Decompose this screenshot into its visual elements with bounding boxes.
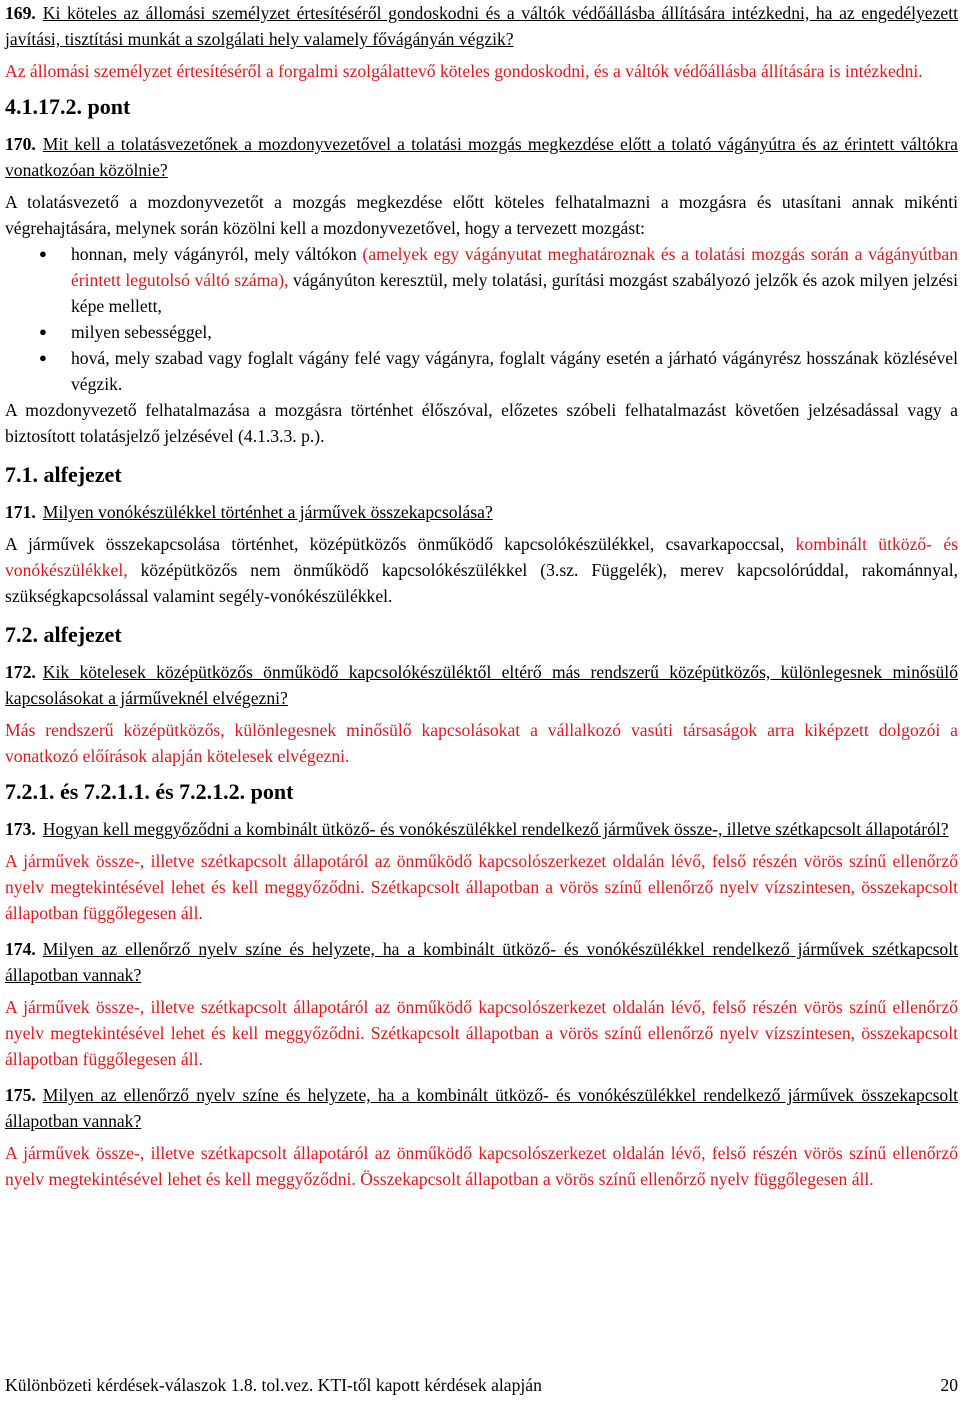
section-heading-7-2: 7.2. alfejezet [5,622,122,647]
question-number: 174. [5,939,36,959]
question-text: Milyen az ellenőrző nyelv színe és helyzete, ha a kombinált ütköző- és vonókészülékkel rendelkező járművek szétkapcsolt állapotban vannak? [5,939,958,985]
list-item-text: milyen sebességgel, [71,322,212,342]
list-item-text: hová, mely szabad vagy foglalt vágány felé vagy vágányra, foglalt vágány esetén a járható vágányrész hosszának közlésével végzik. [71,348,958,394]
answer-175: A járművek össze-, illetve szétkapcsolt állapotáról az önműködő kapcsolószerkezet oldalán lévő, felső részén vörös színű ellenőrző nyelv megtekintésével lehet és kell meggyőződni. Összekapcsolt állapotban a vörös színű ellenőrző nyelv függőlegesen áll. [5,1143,958,1189]
page-number: 20 [940,1375,958,1395]
answer-170-outro: A mozdonyvezető felhatalmazása a mozgásra történhet élőszóval, előzetes szóbeli felhatalmazást követően jelzésadással vagy a biztosított tolatásjelző jelzésével (4.1.3.3. p.). [5,400,958,446]
answer-169: Az állomási személyzet értesítéséről a forgalmi szolgálattevő köteles gondoskodni, és a váltók védőállásba állítására is intézkedni. [5,61,923,81]
footer-text: Különbözeti kérdések-válaszok 1.8. tol.vez. KTI-től kapott kérdések alapján [5,1375,542,1395]
list-item [5,241,958,319]
question-text: Mit kell a tolatásvezetőnek a mozdonyvezetővel a tolatási mozgás megkezdése előtt a tolató vágányútra és az érintett váltókra vonatkozóan közölnie? [5,134,958,180]
answer-173: A járművek össze-, illetve szétkapcsolt állapotáról az önműködő kapcsolószerkezet oldalán lévő, felső részén vörös színű ellenőrző nyelv megtekintésével lehet és kell meggyőződni. Szétkapcsolt állapotban a vörös színű ellenőrző nyelv vízszintesen, összekapcsolt állapotban függőlegesen áll. [5,851,958,923]
list-item [5,345,958,397]
list-item-text: vágányúton keresztül, mely tolatási, gurítási mozgást szabályozó jelzők és azok milyen jelzési képe mellett, [71,270,958,316]
document-page [5,0,958,1192]
question-175 [5,1082,958,1134]
answer-172: Más rendszerű középütközős, különlegesnek minősülő kapcsolásokat a vállalkozó vasúti társaságok arra kiképzett dolgozói a vonatkozó előírások alapján kötelesek elvégezni. [5,720,958,766]
question-text: Milyen az ellenőrző nyelv színe és helyzete, ha a kombinált ütköző- és vonókészülékkel rendelkező járművek összekapcsolt állapotban vannak? [5,1085,958,1131]
reference-heading: 4.1.17.2. pont [5,94,131,119]
question-text: Ki köteles az állomási személyzet értesítéséről gondoskodni és a váltók védőállásba állítására intézkedni, ha az engedélyezett javítási, tisztítási munkát a szolgálati hely valamely fővágányán végzik? [5,3,958,49]
question-number: 170. [5,134,36,154]
answer-170-list [5,241,958,397]
question-text: Kik kötelesek középütközős önműködő kapcsolókészüléktől eltérő más rendszerű középütközős, különlegesnek minősülő kapcsolásokat a járműveknél elvégezni? [5,662,958,708]
answer-red-text: kombinált ütköző- és vonókészülékkel, [5,534,958,580]
question-174 [5,936,958,988]
section-heading-7-1: 7.1. alfejezet [5,462,122,487]
bullet-icon: ● [39,324,47,339]
question-173 [5,816,958,842]
question-171 [5,499,958,525]
question-number: 175. [5,1085,36,1105]
answer-171 [5,531,958,609]
bullet-icon: ● [39,350,47,365]
question-number: 172. [5,662,36,682]
answer-text: középütközős nem önműködő kapcsolókészülékkel (3.sz. Függelék), merev kapcsolórúddal, rakománnyal, szükségkapcsolással valamint segély-vonókészülékkel. [5,560,958,606]
reference-heading: 7.2.1. és 7.2.1.1. és 7.2.1.2. pont [5,779,294,804]
question-172 [5,659,958,711]
question-text: Milyen vonókészülékkel történhet a járművek összekapcsolása? [42,502,493,522]
question-number: 169. [5,3,36,23]
question-text: Hogyan kell meggyőződni a kombinált ütköző- és vonókészülékkel rendelkező járművek össze-, illetve szétkapcsolt állapotáról? [42,819,949,839]
list-item-text: honnan, mely vágányról, mely váltókon [71,244,363,264]
page-footer [5,1372,958,1398]
answer-text: A járművek összekapcsolása történhet, középütközős önműködő kapcsolókészülékkel, csavarkapoccsal, [5,534,796,554]
question-number: 171. [5,502,36,522]
answer-174: A járművek össze-, illetve szétkapcsolt állapotáról az önműködő kapcsolószerkezet oldalán lévő, felső részén vörös színű ellenőrző nyelv megtekintésével lehet és kell meggyőződni. Szétkapcsolt állapotban a vörös színű ellenőrző nyelv vízszintesen, összekapcsolt állapotban függőlegesen áll. [5,997,958,1069]
answer-170-intro: A tolatásvezető a mozdonyvezetőt a mozgás megkezdése előtt köteles felhatalmazni a mozgásra és utasítani annak mikénti végrehajtására, melynek során közölni kell a mozdonyvezetővel, hogy a tervezett mozgást: [5,192,958,238]
bullet-icon: ● [39,246,47,261]
list-item [5,319,958,345]
question-number: 173. [5,819,36,839]
question-170 [5,131,958,183]
question-169 [5,0,958,52]
list-item-red-text: (amelyek egy vágányutat meghatároznak és a tolatási mozgás során a vágányútban érintett legutolsó váltó száma), [71,244,958,290]
